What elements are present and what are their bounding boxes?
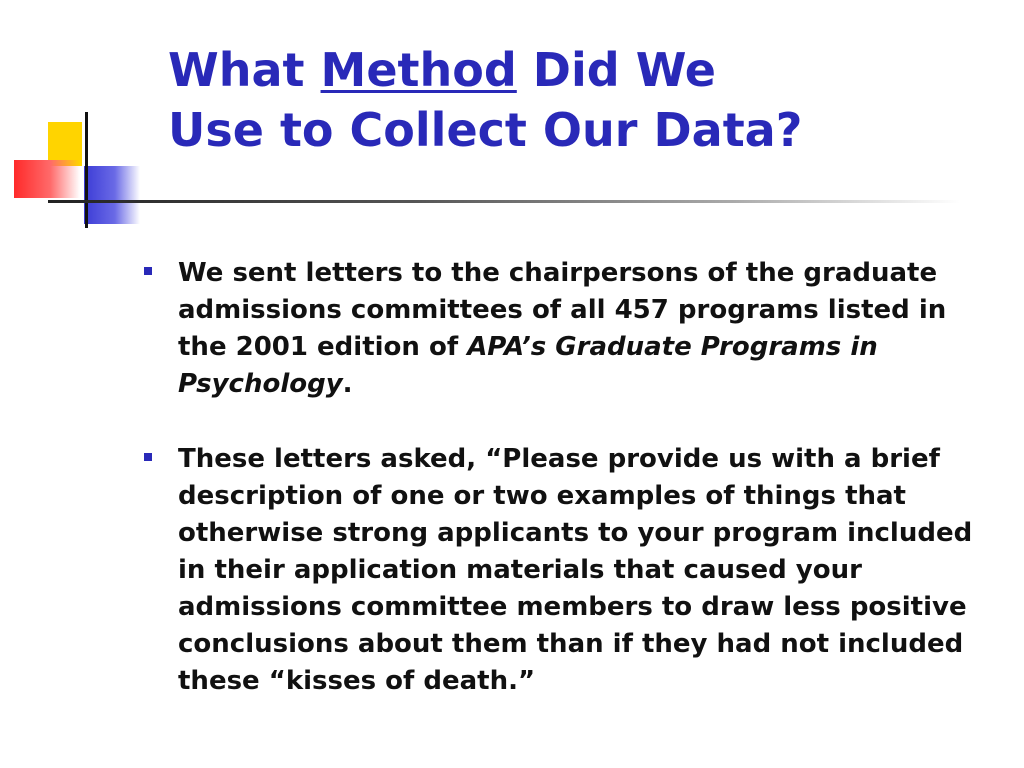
square-bullet-icon bbox=[144, 453, 152, 461]
red-square-shape bbox=[14, 160, 80, 198]
corner-logo-decoration bbox=[0, 0, 160, 240]
bullet-text-italic: APA’s Graduate Programs in Psychology bbox=[178, 332, 878, 399]
bullet-list bbox=[140, 255, 1000, 738]
title-line2: Use to Collect Our Data? bbox=[168, 103, 803, 157]
title-part1: What bbox=[168, 43, 321, 97]
bullet-item bbox=[140, 441, 1000, 700]
bullet-item bbox=[140, 255, 1000, 403]
title-underlined-word: Method bbox=[320, 43, 517, 97]
bullet-text: These letters asked, “Please provide us with a brief description of one or two examples of things that otherwise strong applicants to your program included in their application materials that caused your admissions committee members to draw less positive conclusions about them than if they had not included these “kisses of death.” bbox=[178, 444, 973, 696]
square-bullet-icon bbox=[144, 267, 152, 275]
title-divider-line bbox=[48, 200, 960, 203]
slide-title bbox=[168, 40, 988, 160]
title-part2: Did We bbox=[516, 43, 717, 97]
bullet-text bbox=[178, 255, 1000, 403]
bullet-text-plain: We sent letters to the chairpersons of the graduate admissions committees of all 457 programs listed in the 2001 edition of bbox=[178, 258, 947, 362]
vertical-divider-line bbox=[85, 112, 88, 228]
blue-square-shape bbox=[84, 166, 140, 224]
bullet-text-end: . bbox=[342, 369, 353, 399]
